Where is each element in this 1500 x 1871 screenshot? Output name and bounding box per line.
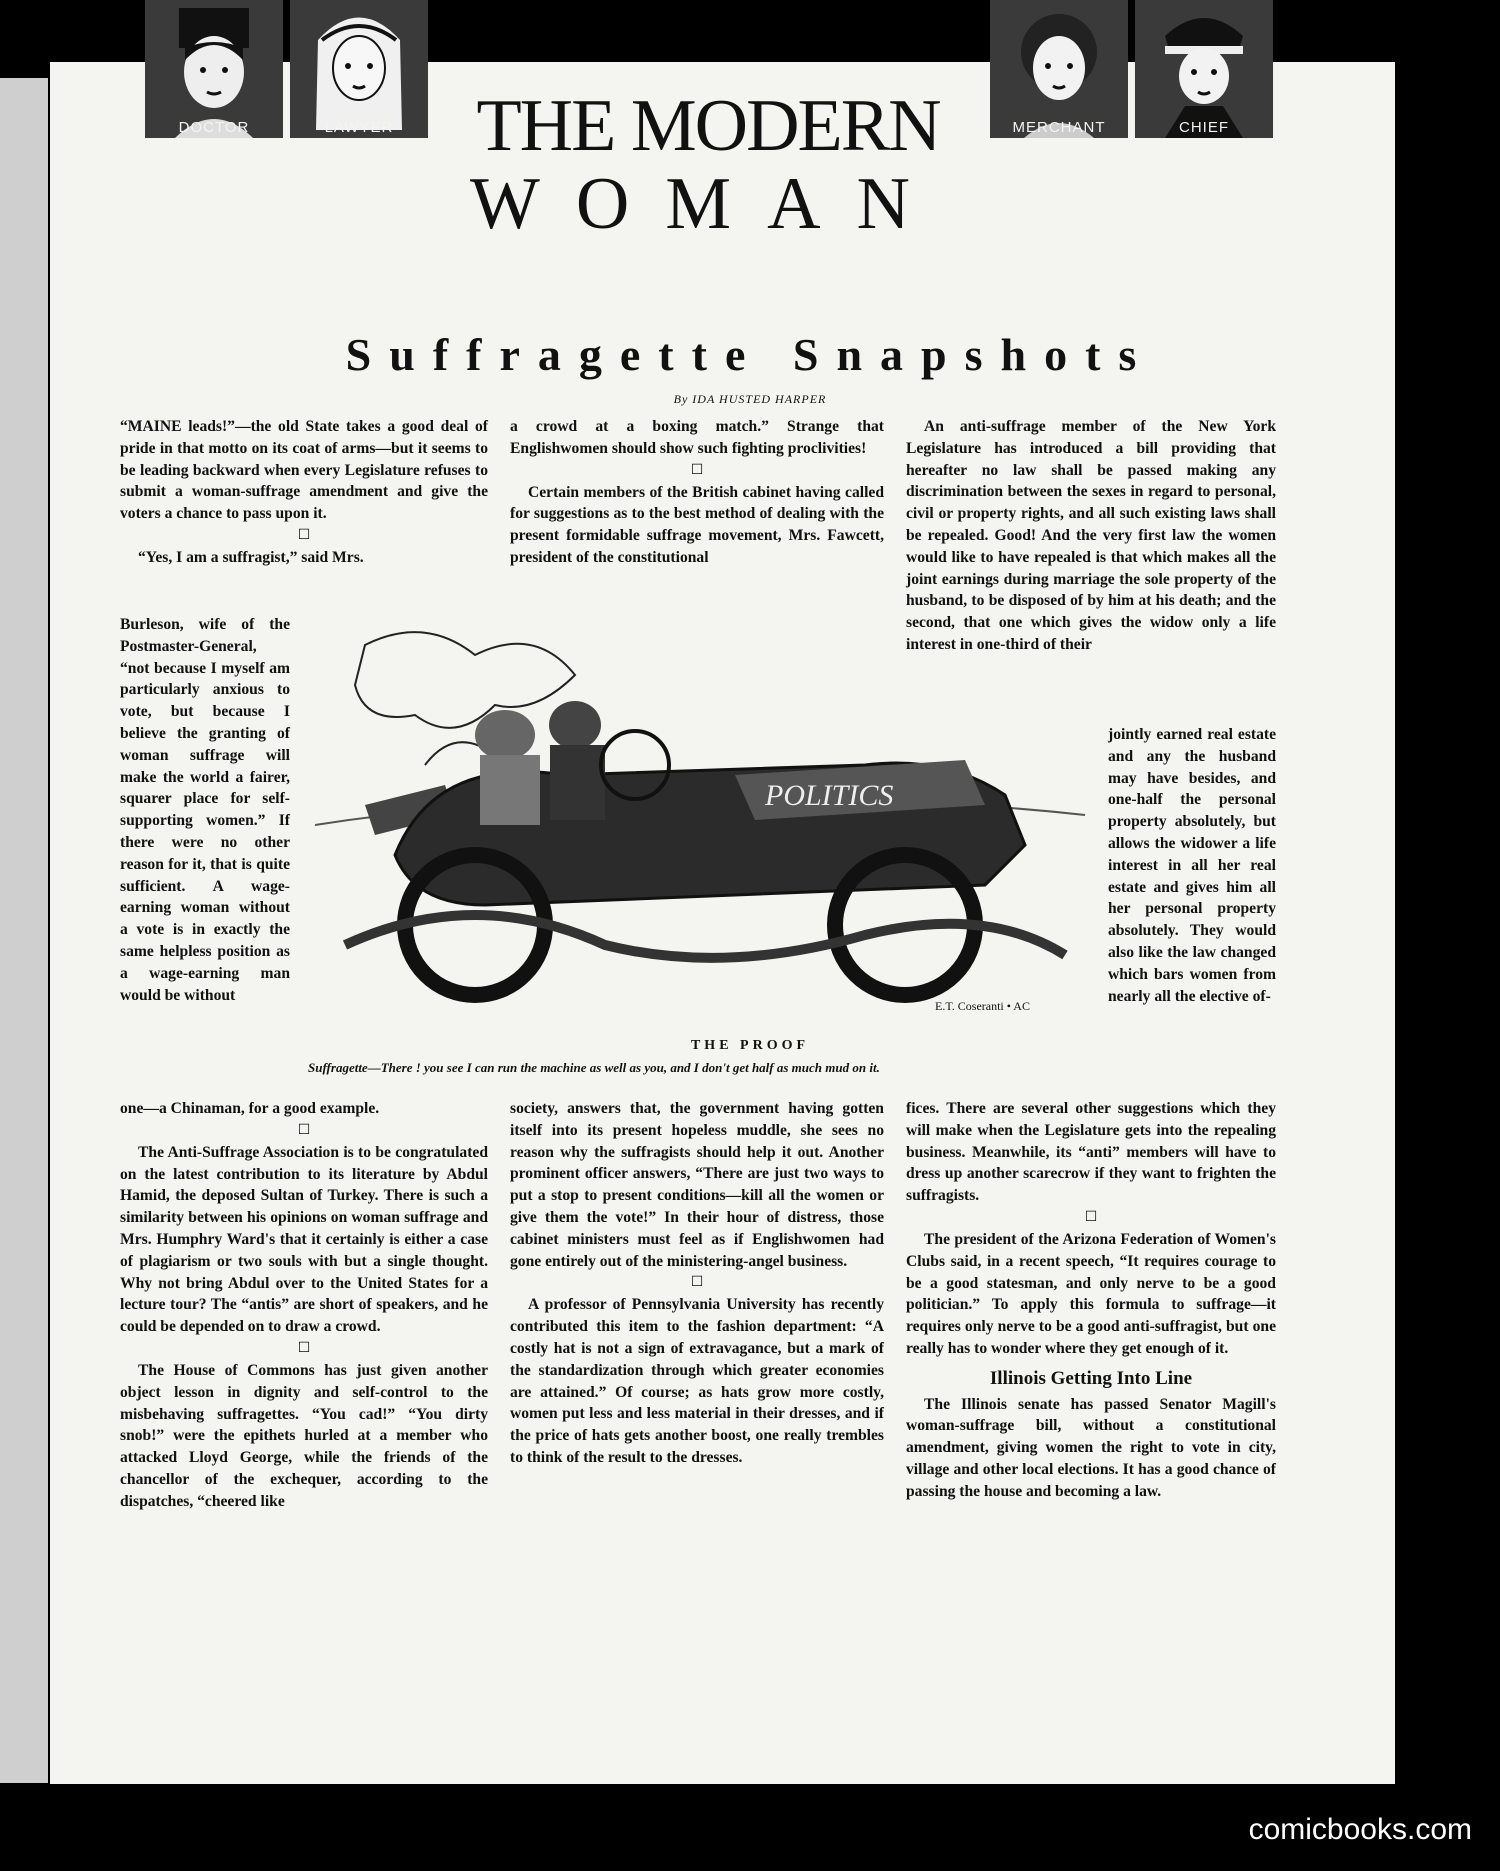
column-1-bottom [120,1098,488,1513]
subheading-illinois: Illinois Getting Into Line [989,1367,1193,1389]
portrait-chief [1135,0,1273,138]
paragraph-new-york-bill: An anti-suffrage member of the New York Legislature has introduced a bill providing that hereafter no law shall be passed making any discrimination between the sexes in regard to personal, civil or property rights, and all such existing laws shall be repealed. Good! And the very first law the women would like to have repealed is that which makes all the joint earnings during marriage the sole property of the husband, to be disposed of by him at his death; and the second, that one which gives the widow only a life interest in one-third of their [906,418,1276,653]
paragraph-burleson-start: “Yes, I am a suffragist,” said Mrs. [138,548,364,566]
section-divider: ☐ [1084,1209,1098,1225]
section-divider: ☐ [297,1340,311,1356]
paragraph-cabinet: Certain members of the British cabinet having called for suggestions as to the best method of dealing with the present formidable suffrage movement, Mrs. Fawcett, president of the constitutional [510,483,884,566]
paragraph-society: society, answers that, the government having gotten itself into its present hopeless muddle, she sees no reason why the suffragists should help it out. Another prominent officer answers, “There are just two ways to put a stop to present conditions—kill all the women or give them the vote!” In their hour of distress, those cabinet ministers must feel as if Englishwomen had gone entirely out of the ministering-angel business. [510,1100,884,1270]
paragraph-burleson-end: one—a Chinaman, for a good example. [120,1100,380,1117]
illustration-car [305,605,1095,1025]
paragraph-arizona: The president of the Arizona Federation of Women's Clubs said, in a recent speech, “It requires courage to be a good statesman, and only nerve to be a good politician.” To apply this formula to suffrage—it requires only nerve to be a good anti-suffragist, but one really has to wonder where they get enough of it. [906,1230,1276,1357]
portrait-merchant [990,0,1128,138]
section-divider: ☐ [690,1275,704,1291]
section-divider: ☐ [690,462,704,478]
caption-title: THE PROOF [690,1038,810,1053]
paragraph-commons: The House of Commons has just given another object lesson in dignity and self-control to the misbehaving suffragettes. “You cad!” “You dirty snob!” were the epithets hurled at a member who attacked Lloyd George, while the friends of the chancellor of the exchequer, according to the dispatches, “cheered like [120,1361,488,1510]
article-title: Suffragette Snapshots [345,329,1155,380]
paragraph-professor: A professor of Pennsylvania University has recently contributed this item to the fashion department: “A costly hat is not a sign of extravagance, but a mark of the standardization through which greater economies are attained.” Of course; as hats grow more costly, women put less and less material in their dresses, and if the price of hats gets another boost, one really trembles to think of the result to the dresses. [510,1296,884,1466]
masthead-line-1: THE MODERN [476,85,940,167]
portrait-lawyer [290,0,428,138]
paragraph-anti-suffrage: The Anti-Suffrage Association is to be congratulated on the latest contribution to its literature by Abdul Hamid, the deposed Sultan of Turkey. There is such a similarity between his opinions on woman suffrage and Mrs. Humphry Ward's that it certainly is either a case of plagiarism or two souls with but a single thought. Why not bring Abdul over to the United States for a lecture tour? The “antis” are short of speakers, and he could be depended on to draw a crowd. [120,1143,488,1336]
column-3-bottom [906,1098,1276,1503]
paragraph-maine: “MAINE leads!”—the old State takes a good deal of pride in that motto on its coat of arms—but it seems to be leading backward when every Legislature refuses to submit a woman-suffrage amendment and give the voters a chance to pass upon it. [120,418,488,523]
column-2-bottom [510,1098,884,1469]
section-divider: ☐ [297,527,311,543]
paragraph-illinois: The Illinois senate has passed Senator Magill's woman-suffrage bill, without a constitutional amendment, giving women the right to vote in city, village and other local elections. It has a good chance of passing the house and becoming a law. [906,1395,1276,1500]
artist-signature: E.T. Coseranti • AC [935,999,1030,1013]
paragraph-burleson-wrap: Burleson, wife of the Postmaster-General, “not because I myself am particularly anxious to vote, but because I believe the granting of woman suffrage will make the world a fairer, squarer place for self-supporting women.” If there were no other reason for it, that is quite sufficient. A wage-earning woman without a vote is in exactly the same helpless position as a wage-earning man would be without [120,616,290,1004]
portrait-label: MERCHANT [1012,119,1106,136]
portrait-label: DOCTOR [178,119,250,136]
paragraph-boxing: a crowd at a boxing match.” Strange that Englishwomen should show such fighting proclivities! [510,418,884,457]
portrait-doctor [145,0,283,138]
watermark: comicbooks.com [1248,1813,1472,1846]
masthead-line-2: WOMAN [470,163,946,245]
portrait-label: LAWYER [324,119,394,136]
portrait-label: CHIEF [1179,119,1229,136]
paragraph-offices: fices. There are several other suggestions which they will make when the Legislature gets into the repealing business. Meanwhile, its “anti” members will have to dress up another scarecrow if they want to frighten the suffragists. [906,1100,1276,1205]
section-divider: ☐ [297,1122,311,1138]
caption-text: Suffragette—There ! you see I can run the machine as well as you, and I don't get half as much mud on it. [308,1060,880,1075]
paragraph-new-york-wrap: jointly earned real estate and any the husband may have besides, and one-half the personal property absolutely, but allows the widower a life interest in all her real estate and gives him all her personal property absolutely. They would also like the law changed which bars women from nearly all the elective of- [1108,726,1276,1005]
car-label: POLITICS [765,779,894,812]
article-byline: By IDA HUSTED HARPER [673,392,827,406]
column-1-top [120,416,488,569]
column-2-top [510,416,884,569]
